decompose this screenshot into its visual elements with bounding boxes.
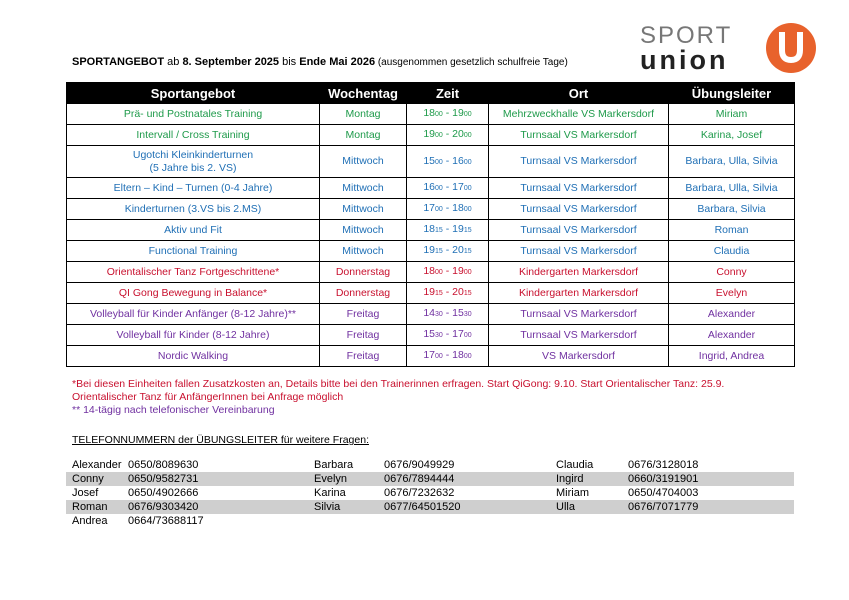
start-hour: 14 (423, 307, 436, 319)
contact-phone-number: 0660/3191901 (628, 473, 699, 485)
start-minutes: 00 (435, 269, 443, 276)
phone-heading: TELEFONNUMMERN der ÜBUNGSLEITER für weitere Fragen: (72, 434, 369, 446)
end-minutes: 15 (463, 290, 472, 297)
location: Turnsaal VS Markersdorf (520, 202, 637, 215)
weekday: Montag (345, 128, 381, 141)
cell-zeit (407, 304, 489, 325)
time-range: 1800 - 1900 (423, 265, 472, 277)
cell-zeit (407, 241, 489, 262)
cell-zeit (407, 146, 489, 178)
logo-text-union: union (640, 45, 729, 75)
cell-ort (489, 283, 669, 304)
cell-uebungsleiter (669, 304, 795, 325)
location: Turnsaal VS Markersdorf (520, 155, 637, 167)
trainer-names: Conny (716, 265, 747, 278)
cell-wochentag (320, 304, 407, 325)
end-hour: 20 (452, 286, 464, 298)
cell-wochentag (320, 199, 407, 220)
note-biweekly: ** 14-tägig nach telefonischer Vereinbarung (72, 404, 275, 416)
start-minutes: 15 (435, 290, 443, 297)
cell-zeit (407, 283, 489, 304)
cell-zeit (407, 346, 489, 367)
header-ort: Ort (489, 83, 669, 104)
trainer-names: Miriam (715, 107, 748, 120)
logo-text-sport: SPORT (640, 22, 733, 49)
cell-sportangebot (67, 199, 320, 220)
end-minutes: 00 (463, 158, 472, 166)
time-range: 1430 - 1530 (423, 307, 472, 319)
weekday: Mittwoch (342, 244, 384, 257)
end-hour: 19 (452, 223, 464, 235)
contact-phone-number: 0676/9303420 (128, 501, 199, 513)
weekday: Mittwoch (342, 223, 384, 236)
location: Turnsaal VS Markersdorf (520, 307, 637, 320)
cell-sportangebot (67, 283, 320, 304)
cell-wochentag (320, 146, 407, 178)
schedule-row (67, 104, 795, 125)
cell-zeit (407, 125, 489, 146)
cell-uebungsleiter (669, 199, 795, 220)
contact-name: Ingird (556, 473, 584, 485)
document-heading (72, 56, 568, 68)
schedule-table (66, 82, 795, 367)
phone-row (66, 486, 794, 500)
header-wochentag: Wochentag (320, 83, 407, 104)
end-minutes: 00 (463, 185, 472, 192)
cell-zeit (407, 220, 489, 241)
time-range: 1530 - 1700 (423, 328, 472, 340)
cell-sportangebot (67, 146, 320, 178)
schedule-row (67, 125, 795, 146)
end-minutes: 00 (463, 111, 472, 118)
activity-name: Nordic Walking (157, 349, 229, 362)
cell-sportangebot (67, 220, 320, 241)
start-minutes: 00 (435, 185, 443, 192)
start-minutes: 30 (435, 332, 443, 339)
start-minutes: 00 (435, 206, 443, 213)
start-minutes: 00 (435, 111, 443, 118)
cell-wochentag (320, 220, 407, 241)
time-range: 1600 - 1700 (423, 181, 472, 193)
contact-phone-number: 0650/4704003 (628, 487, 699, 499)
start-minutes: 15 (435, 227, 443, 234)
end-hour: 18 (452, 202, 464, 214)
location: Kindergarten Markersdorf (518, 286, 639, 299)
activity-name: Volleyball für Kinder (8-12 Jahre) (116, 328, 270, 341)
cell-uebungsleiter (669, 220, 795, 241)
start-minutes: 00 (435, 158, 443, 166)
contact-phone-number: 0677/64501520 (384, 501, 461, 513)
heading-text: bis (279, 56, 300, 68)
time-range: 1900 - 2000 (423, 128, 472, 140)
end-hour: 17 (452, 328, 464, 340)
end-minutes: 00 (463, 332, 472, 339)
end-minutes: 30 (463, 311, 472, 318)
end-minutes: 00 (463, 353, 472, 360)
cell-wochentag (320, 283, 407, 304)
start-hour: 18 (423, 265, 436, 277)
time-range: 1915 - 2015 (423, 244, 472, 256)
start-hour: 18 (423, 223, 436, 235)
phone-row (66, 500, 794, 514)
start-hour: 19 (423, 286, 436, 298)
cell-wochentag (320, 325, 407, 346)
cell-uebungsleiter (669, 125, 795, 146)
schedule-body (67, 104, 795, 367)
schedule-row (67, 346, 795, 367)
start-minutes: 30 (435, 311, 443, 318)
activity-name: Aktiv und Fit (164, 223, 222, 236)
contact-name: Alexander (72, 459, 122, 471)
cell-sportangebot (67, 346, 320, 367)
phone-row (66, 472, 794, 486)
trainer-names: Barbara, Ulla, Silvia (685, 181, 778, 194)
cell-uebungsleiter (669, 241, 795, 262)
weekday: Freitag (346, 328, 380, 341)
cell-zeit (407, 325, 489, 346)
end-hour: 19 (452, 107, 464, 119)
location: Mehrzweckhalle VS Markersdorf (502, 107, 655, 120)
schedule-row (67, 146, 795, 178)
contact-name: Roman (72, 501, 108, 513)
contact-name: Silvia (314, 501, 341, 513)
end-minutes: 00 (463, 132, 472, 139)
contact-phone-number: 0650/8089630 (128, 459, 199, 471)
start-hour: 19 (423, 128, 436, 140)
time-range: 1815 - 1915 (423, 223, 472, 235)
contact-phone-number: 0676/7232632 (384, 487, 455, 499)
cell-uebungsleiter (669, 262, 795, 283)
end-minutes: 00 (463, 269, 472, 276)
activity-name: Prä- und Postnatales Training (123, 107, 263, 120)
logo-u-icon (764, 22, 818, 74)
location: Turnsaal VS Markersdorf (520, 223, 637, 236)
end-hour: 19 (452, 265, 464, 277)
cell-sportangebot (67, 304, 320, 325)
activity-name: Functional Training (148, 244, 238, 257)
start-hour: 18 (423, 107, 436, 119)
contact-name: Evelyn (314, 473, 348, 485)
contact-name: Andrea (72, 515, 108, 527)
start-minutes: 15 (435, 248, 443, 255)
heading-note: (ausgenommen gesetzlich schulfreie Tage) (375, 57, 568, 68)
contact-phone-number: 0676/9049929 (384, 459, 455, 471)
end-minutes: 00 (463, 206, 472, 213)
phone-row (66, 458, 794, 472)
schedule-row (67, 199, 795, 220)
cell-sportangebot (67, 241, 320, 262)
cell-uebungsleiter (669, 146, 795, 178)
trainer-names: Alexander (707, 307, 756, 320)
trainer-names: Ingrid, Andrea (698, 349, 765, 362)
heading-start-date: 8. September 2025 (182, 56, 280, 68)
contact-phone-number: 0650/4902666 (128, 487, 199, 499)
location: Turnsaal VS Markersdorf (520, 128, 637, 141)
location: Kindergarten Markersdorf (518, 265, 639, 278)
start-hour: 16 (423, 181, 436, 193)
cell-ort (489, 304, 669, 325)
location: Turnsaal VS Markersdorf (520, 181, 637, 194)
phone-list (66, 458, 794, 528)
start-minutes: 00 (435, 353, 443, 360)
activity-name: Orientalischer Tanz Fortgeschrittene* (106, 265, 280, 278)
weekday: Donnerstag (335, 265, 391, 278)
contact-name: Ulla (556, 501, 575, 513)
contact-name: Barbara (314, 459, 354, 471)
cell-ort (489, 178, 669, 199)
start-hour: 19 (423, 244, 436, 256)
contact-name: Miriam (556, 487, 589, 499)
activity-name: Volleyball für Kinder Anfänger (8-12 Jahre)** (89, 307, 297, 320)
activity-name: QI Gong Bewegung in Balance* (118, 286, 268, 299)
contact-phone-number: 0664/73688117 (128, 515, 204, 527)
cell-uebungsleiter (669, 104, 795, 125)
contact-name: Conny (72, 473, 104, 485)
cell-zeit (407, 178, 489, 199)
notes (72, 378, 792, 417)
activity-name: Kinderturnen (3.VS bis 2.MS) (124, 202, 262, 215)
schedule-row (67, 220, 795, 241)
cell-zeit (407, 104, 489, 125)
activity-name: Intervall / Cross Training (136, 128, 250, 141)
sportunion-logo (640, 22, 820, 78)
start-hour: 15 (423, 328, 436, 340)
cell-wochentag (320, 125, 407, 146)
weekday: Freitag (346, 349, 380, 362)
phone-row (66, 514, 794, 528)
trainer-names: Barbara, Ulla, Silvia (685, 155, 778, 167)
location: Turnsaal VS Markersdorf (520, 244, 637, 257)
heading-title: SPORTANGEBOT (72, 56, 165, 68)
time-range: 1700 - 1800 (423, 349, 472, 361)
cell-ort (489, 104, 669, 125)
schedule-row (67, 178, 795, 199)
cell-ort (489, 262, 669, 283)
cell-ort (489, 146, 669, 178)
end-hour: 20 (452, 244, 464, 256)
weekday: Mittwoch (342, 202, 384, 215)
cell-zeit (407, 262, 489, 283)
cell-wochentag (320, 104, 407, 125)
cell-sportangebot (67, 325, 320, 346)
trainer-names: Alexander (707, 328, 756, 341)
contact-name: Josef (72, 487, 99, 499)
contact-phone-number: 0676/3128018 (628, 459, 699, 471)
trainer-names: Roman (714, 223, 749, 236)
cell-sportangebot (67, 125, 320, 146)
cell-wochentag (320, 178, 407, 199)
location: Turnsaal VS Markersdorf (520, 328, 637, 341)
cell-sportangebot (67, 104, 320, 125)
schedule-row (67, 325, 795, 346)
weekday: Mittwoch (342, 181, 384, 194)
schedule-row (67, 283, 795, 304)
contact-phone-number: 0676/7071779 (628, 501, 699, 513)
time-range: 1915 - 2015 (423, 286, 472, 298)
cell-ort (489, 241, 669, 262)
start-hour: 17 (423, 349, 436, 361)
end-hour: 20 (452, 128, 464, 140)
activity-name: Eltern – Kind – Turnen (0-4 Jahre) (113, 181, 273, 194)
heading-end-date: Ende Mai 2026 (299, 56, 376, 68)
start-hour: 15 (423, 154, 436, 167)
time-range: 1500 - 1600 (423, 154, 472, 167)
activity-name-line2: (5 Jahre bis 2. VS) (149, 161, 237, 174)
cell-uebungsleiter (669, 178, 795, 199)
weekday: Montag (345, 107, 381, 120)
cell-wochentag (320, 241, 407, 262)
activity-name: Ugotchi Kleinkinderturnen (132, 148, 254, 161)
cell-ort (489, 199, 669, 220)
end-minutes: 15 (463, 227, 472, 234)
cell-ort (489, 346, 669, 367)
contact-name: Karina (314, 487, 346, 499)
cell-uebungsleiter (669, 325, 795, 346)
schedule-row (67, 304, 795, 325)
weekday: Donnerstag (335, 286, 391, 299)
time-range: 1700 - 1800 (423, 202, 472, 214)
location: VS Markersdorf (542, 349, 615, 362)
cell-ort (489, 220, 669, 241)
cell-uebungsleiter (669, 346, 795, 367)
end-minutes: 15 (463, 248, 472, 255)
heading-text: ab (164, 56, 183, 68)
schedule-row (67, 262, 795, 283)
cell-sportangebot (67, 178, 320, 199)
start-minutes: 00 (435, 132, 443, 139)
end-hour: 17 (452, 181, 464, 193)
weekday: Freitag (346, 307, 380, 320)
cell-zeit (407, 199, 489, 220)
weekday: Mittwoch (342, 155, 384, 167)
end-hour: 16 (452, 154, 464, 167)
contact-phone-number: 0650/9582731 (128, 473, 199, 485)
schedule-row (67, 241, 795, 262)
header-sportangebot: Sportangebot (67, 83, 320, 104)
cell-ort (489, 125, 669, 146)
end-hour: 18 (452, 349, 464, 361)
cell-wochentag (320, 346, 407, 367)
cell-wochentag (320, 262, 407, 283)
header-uebungsleiter: Übungsleiter (669, 83, 795, 104)
cell-uebungsleiter (669, 283, 795, 304)
trainer-names: Barbara, Silvia (697, 202, 766, 215)
contact-name: Claudia (556, 459, 594, 471)
trainer-names: Evelyn (715, 286, 748, 299)
trainer-names: Claudia (713, 244, 750, 257)
cell-sportangebot (67, 262, 320, 283)
time-range: 1800 - 1900 (423, 107, 472, 119)
note-extra-costs: *Bei diesen Einheiten fallen Zusatzkosten an, Details bitte bei den Trainerinnen erfragen. Start QiGong: 9.10. Start Orientalischer Tanz: 25.9. Orientalischer Tanz für AnfängerInnen bei Anfrage möglich (72, 378, 725, 403)
start-hour: 17 (423, 202, 436, 214)
end-hour: 15 (452, 307, 464, 319)
header-zeit: Zeit (407, 83, 489, 104)
cell-ort (489, 325, 669, 346)
contact-phone-number: 0676/7894444 (384, 473, 455, 485)
trainer-names: Karina, Josef (700, 128, 763, 141)
schedule-header-row (67, 83, 795, 104)
